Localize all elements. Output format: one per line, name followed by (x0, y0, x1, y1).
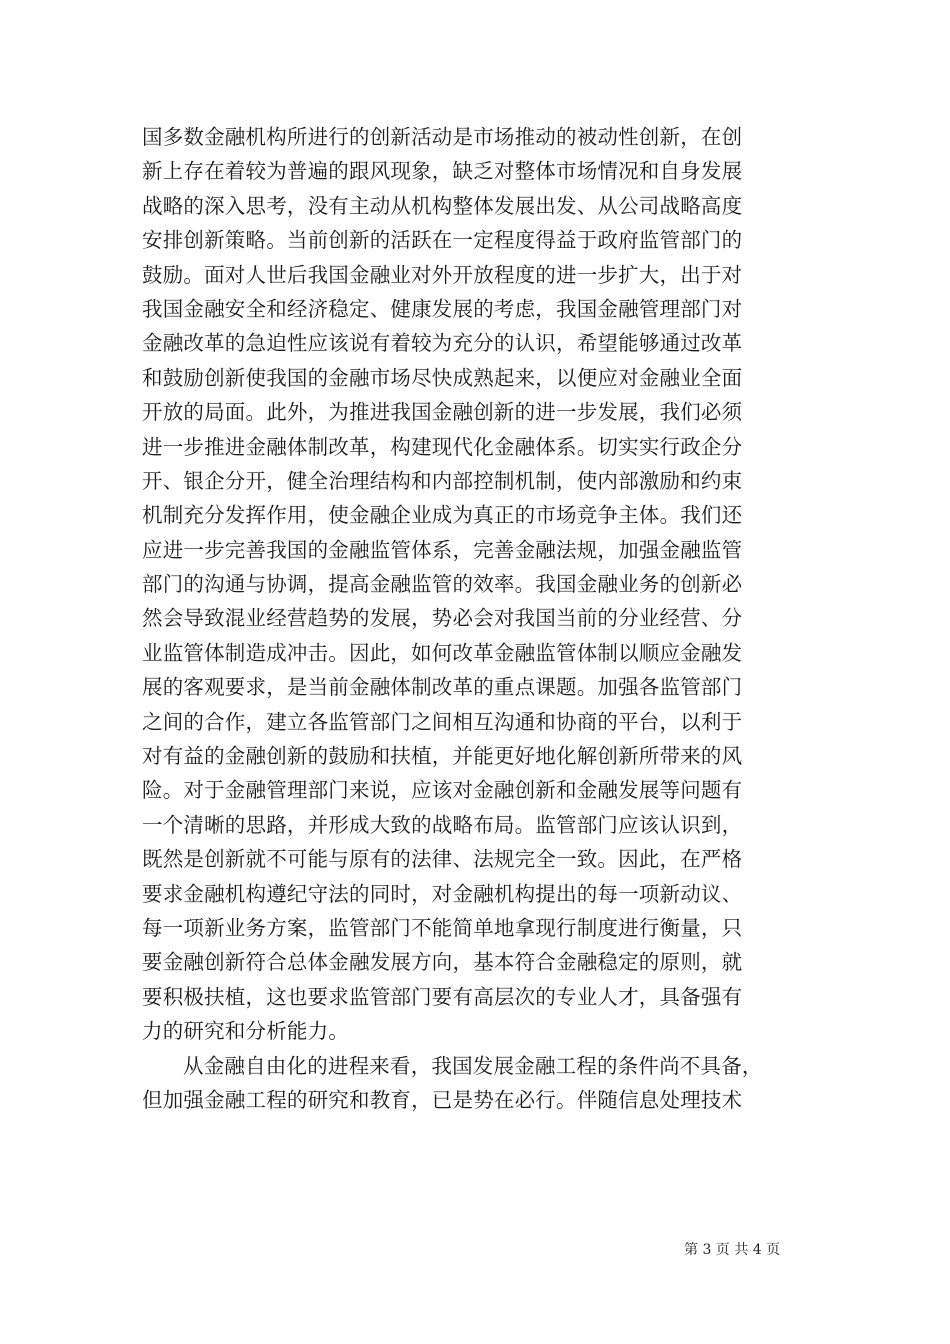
text-line: 开、银企分开，健全治理结构和内部控制机制，使内部激励和约束 (142, 468, 743, 493)
text-line: 战略的深入思考，没有主动从机构整体发展出发、从公司战略高度 (142, 193, 743, 218)
text-line: 开放的局面。此外，为推进我国金融创新的进一步发展，我们必须 (142, 400, 743, 425)
text-line: 进一步推进金融体制改革，构建现代化金融体系。切实实行政企分 (142, 434, 743, 459)
text-line: 机制充分发挥作用，使金融企业成为真正的市场竞争主体。我们还 (142, 503, 743, 528)
paragraph-start-line: 从金融自由化的进程来看，我国发展金融工程的条件尚不具备， (183, 1053, 763, 1078)
text-line: 之间的合作，建立各监管部门之间相互沟通和协商的平台，以利于 (142, 709, 743, 734)
text-line: 每一项新业务方案，监管部门不能简单地拿现行制度进行衡量，只 (142, 915, 743, 940)
text-line: 一个清晰的思路，并形成大致的战略布局。监管部门应该认识到， (142, 812, 743, 837)
text-line: 要积极扶植，这也要求监管部门要有高层次的专业人才，具备强有 (142, 984, 743, 1009)
text-line: 力的研究和分析能力。 (142, 1019, 349, 1044)
text-line: 国多数金融机构所进行的创新活动是市场推动的被动性创新，在创 (142, 125, 743, 149)
text-line: 安排创新策略。当前创新的活跃在一定程度得益于政府监管部门的 (142, 228, 743, 253)
text-line: 我国金融安全和经济稳定、健康发展的考虑，我国金融管理部门对 (142, 296, 743, 321)
text-line: 新上存在着较为普遍的跟风现象，缺乏对整体市场情况和自身发展 (142, 159, 743, 184)
text-line: 金融改革的急迫性应该说有着较为充分的认识，希望能够通过改革 (142, 331, 743, 356)
text-line: 既然是创新就不可能与原有的法律、法规完全一致。因此，在严格 (142, 847, 743, 872)
text-line: 对有益的金融创新的鼓励和扶植，并能更好地化解创新所带来的风 (142, 744, 743, 769)
text-line: 要金融创新符合总体金融发展方向，基本符合金融稳定的原则，就 (142, 950, 743, 975)
page-number: 第 3 页 共 4 页 (684, 1242, 781, 1258)
text-line: 部门的沟通与协调，提高金融监管的效率。我国金融业务的创新必 (142, 572, 743, 597)
text-line: 鼓励。面对人世后我国金融业对外开放程度的进一步扩大，出于对 (142, 262, 743, 287)
text-line: 要求金融机构遵纪守法的同时，对金融机构提出的每一项新动议、 (142, 881, 743, 906)
text-line: 展的客观要求，是当前金融体制改革的重点课题。加强各监管部门 (142, 675, 743, 700)
text-line: 应进一步完善我国的金融监管体系，完善金融法规，加强金融监管 (142, 537, 743, 562)
text-line: 险。对于金融管理部门来说，应该对金融创新和金融发展等问题有 (142, 778, 743, 803)
text-line: 然会导致混业经营趋势的发展，势必会对我国当前的分业经营、分 (142, 606, 743, 631)
text-line: 和鼓励创新使我国的金融市场尽快成熟起来，以便应对金融业全面 (142, 365, 743, 390)
text-line: 业监管体制造成冲击。因此，如何改革金融监管体制以顺应金融发 (142, 640, 743, 665)
text-line: 但加强金融工程的研究和教育，已是势在必行。伴随信息处理技术 (142, 1087, 743, 1112)
body-text (142, 120, 806, 1117)
